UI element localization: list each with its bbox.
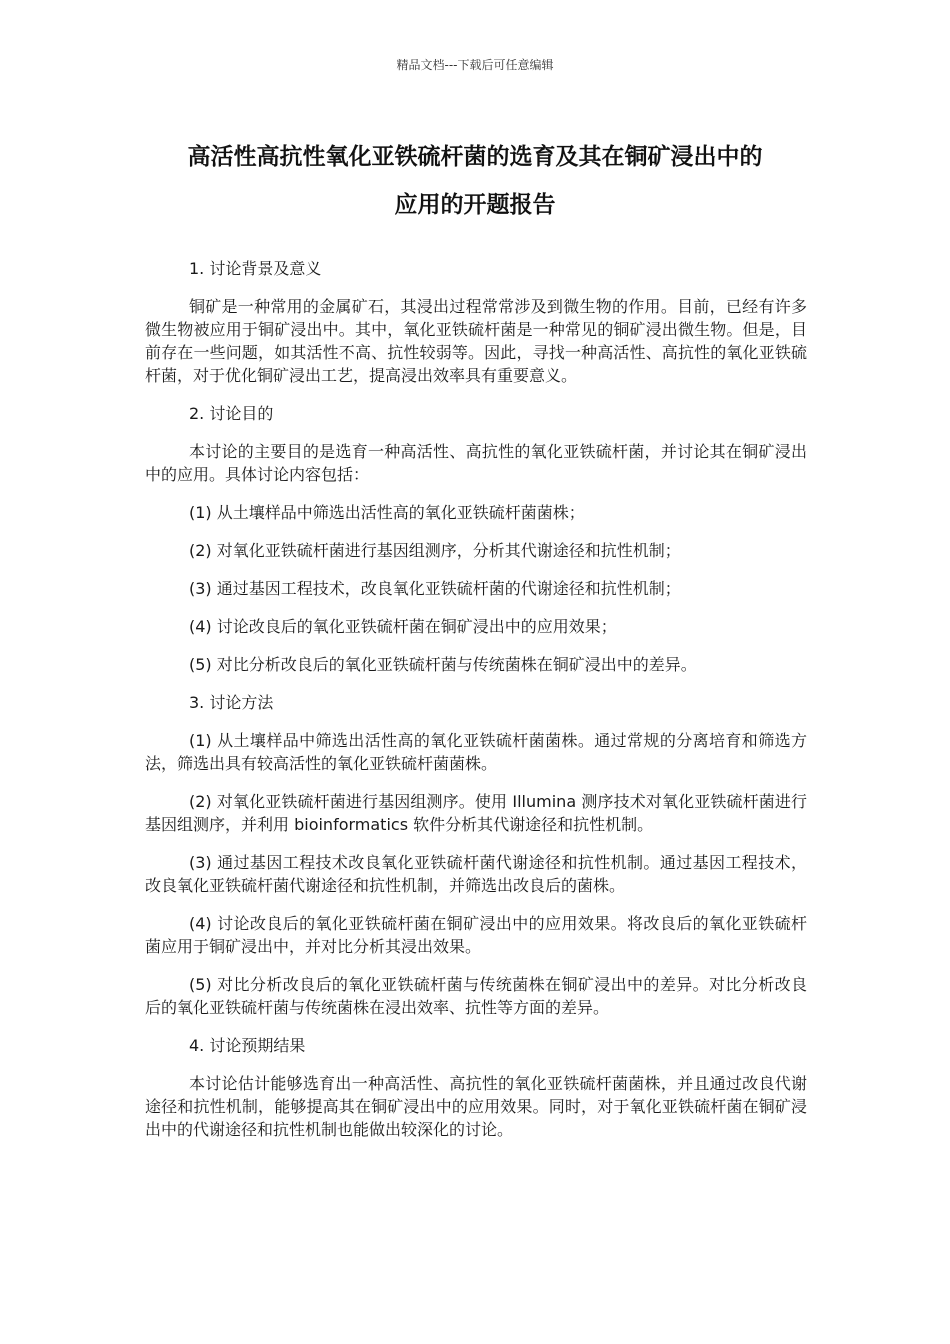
paragraph-purpose: 本讨论的主要目的是选育一种高活性、高抗性的氧化亚铁硫杆菌，并讨论其在铜矿浸出中的应用。具体讨论内容包括： xyxy=(145,442,807,484)
list-item-method-2: (2) 对氧化亚铁硫杆菌进行基因组测序。使用 Illumina 测序技术对氧化亚铁硫杆菌进行基因组测序，并利用 bioinformatics 软件分析其代谢途径和抗性机制。 xyxy=(145,792,807,834)
list-item-method-5: (5) 对比分析改良后的氧化亚铁硫杆菌与传统菌株在铜矿浸出中的差异。对比分析改良后的氧化亚铁硫杆菌与传统菌株在浸出效率、抗性等方面的差异。 xyxy=(145,975,807,1017)
document-body xyxy=(145,257,807,1141)
section-heading-methods: 3. 讨论方法 xyxy=(189,693,274,712)
title-line-1: 高活性高抗性氧化亚铁硫杆菌的选育及其在铜矿浸出中的 xyxy=(187,144,763,170)
list-item-method-3: (3) 通过基因工程技术改良氧化亚铁硫杆菌代谢途径和抗性机制。通过基因工程技术，改良氧化亚铁硫杆菌代谢途径和抗性机制，并筛选出改良后的菌株。 xyxy=(145,853,807,895)
paragraph-background: 铜矿是一种常用的金属矿石，其浸出过程常常涉及到微生物的作用。目前，已经有许多微生物被应用于铜矿浸出中。其中，氧化亚铁硫杆菌是一种常见的铜矿浸出微生物。但是，目前存在一些问题，如其活性不高、抗性较弱等。因此，寻找一种高活性、高抗性的氧化亚铁硫杆菌，对于优化铜矿浸出工艺，提高浸出效率具有重要意义。 xyxy=(145,297,807,385)
list-item-method-4: (4) 讨论改良后的氧化亚铁硫杆菌在铜矿浸出中的应用效果。将改良后的氧化亚铁硫杆菌应用于铜矿浸出中，并对比分析其浸出效果。 xyxy=(145,914,807,956)
section-heading-purpose: 2. 讨论目的 xyxy=(189,404,274,423)
list-item-purpose-2: (2) 对氧化亚铁硫杆菌进行基因组测序，分析其代谢途径和抗性机制； xyxy=(189,541,681,560)
list-item-method-1: (1) 从土壤样品中筛选出活性高的氧化亚铁硫杆菌菌株。通过常规的分离培育和筛选方法，筛选出具有较高活性的氧化亚铁硫杆菌菌株。 xyxy=(145,731,807,773)
section-heading-expected-results: 4. 讨论预期结果 xyxy=(189,1036,306,1055)
list-item-purpose-5: (5) 对比分析改良后的氧化亚铁硫杆菌与传统菌株在铜矿浸出中的差异。 xyxy=(189,655,697,674)
title-line-2: 应用的开题报告 xyxy=(394,192,556,218)
list-item-purpose-3: (3) 通过基因工程技术，改良氧化亚铁硫杆菌的代谢途径和抗性机制； xyxy=(189,579,681,598)
section-heading-background: 1. 讨论背景及意义 xyxy=(189,259,322,278)
document-title xyxy=(145,133,805,229)
paragraph-expected-results: 本讨论估计能够选育出一种高活性、高抗性的氧化亚铁硫杆菌菌株，并且通过改良代谢途径和抗性机制，能够提高其在铜矿浸出中的应用效果。同时，对于氧化亚铁硫杆菌在铜矿浸出中的代谢途径和抗性机制也能做出较深化的讨论。 xyxy=(145,1074,807,1139)
list-item-purpose-4: (4) 讨论改良后的氧化亚铁硫杆菌在铜矿浸出中的应用效果； xyxy=(189,617,617,636)
header-note: 精品文档---下载后可任意编辑 xyxy=(396,58,554,72)
list-item-purpose-1: (1) 从土壤样品中筛选出活性高的氧化亚铁硫杆菌菌株； xyxy=(189,503,585,522)
